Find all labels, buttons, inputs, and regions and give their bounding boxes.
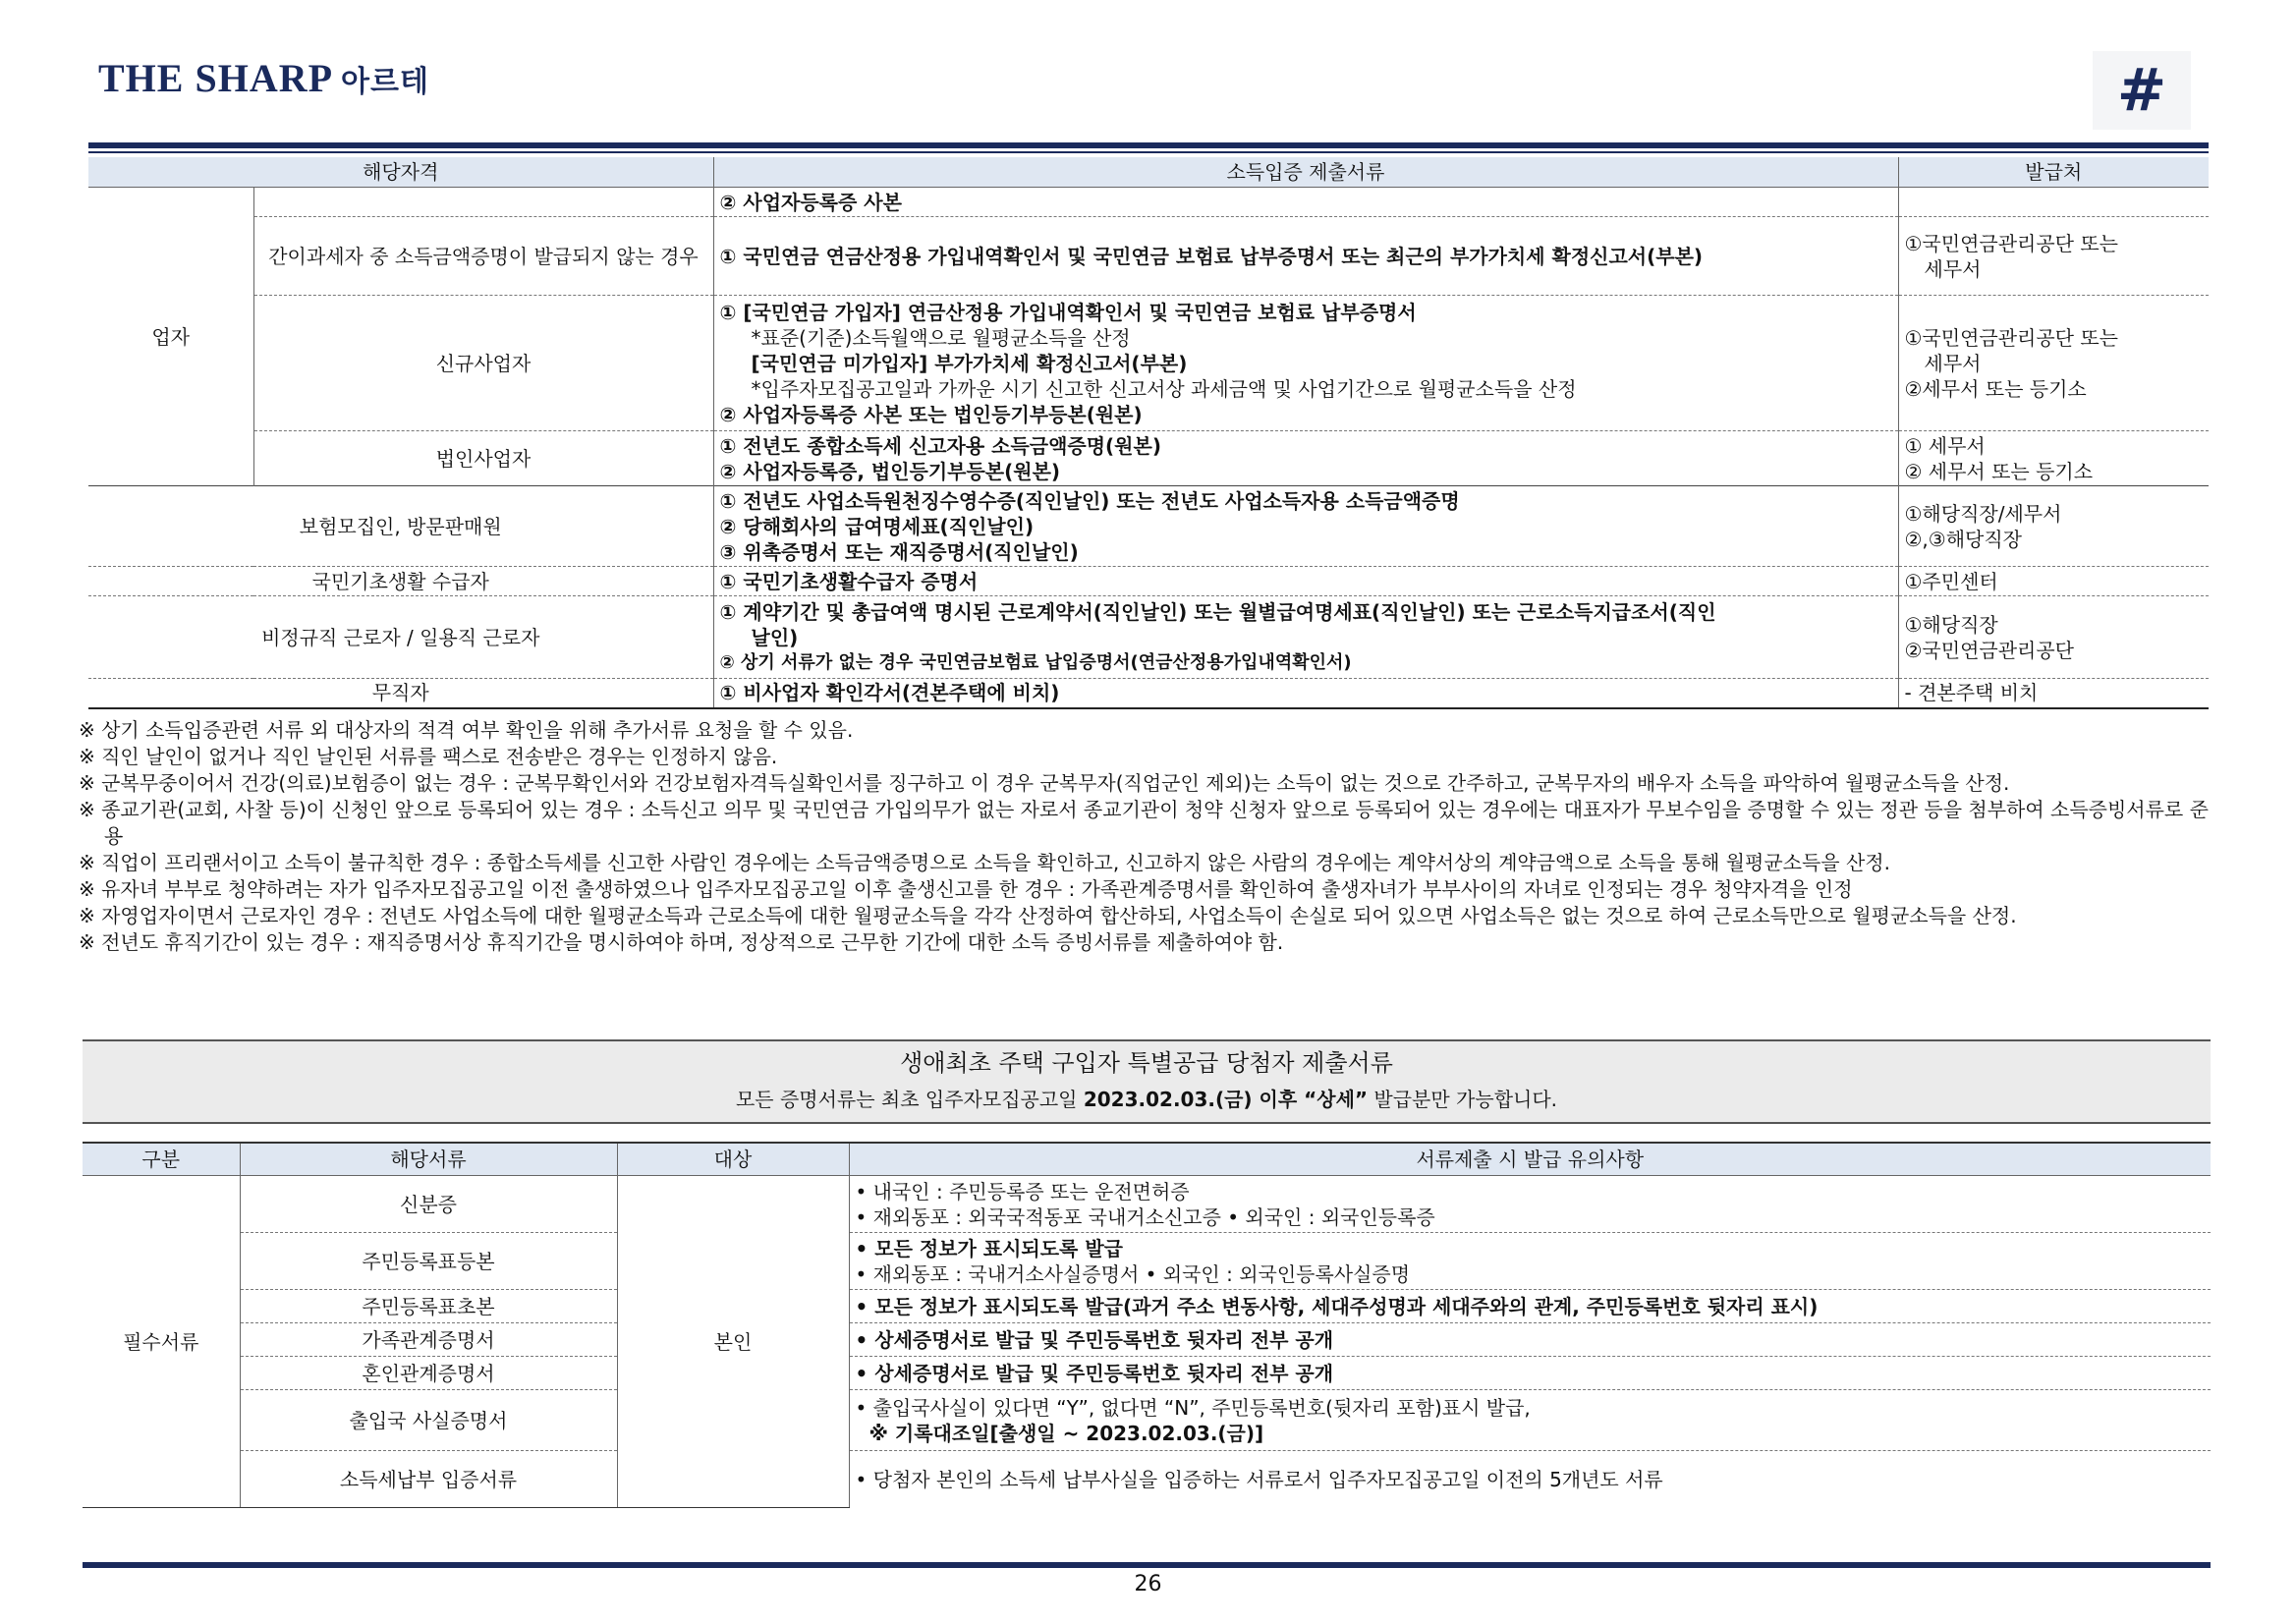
- row-label: [253, 188, 713, 217]
- header-document: 해당서류: [240, 1143, 617, 1176]
- row-label: 비정규직 근로자 / 일용직 근로자: [88, 596, 713, 679]
- doc-notes: • 출입국사실이 있다면 “Y”, 없다면 “N”, 주민등록번호(뒷자리 포함)표시 발급, ※ 기록대조일[출생일 ~ 2023.02.03.(금)]: [849, 1390, 2211, 1451]
- note: ※ 상기 소득입증관련 서류 외 대상자의 적격 여부 확인을 위해 추가서류 요청을 할 수 있음.: [79, 718, 854, 742]
- doc-name: 혼인관계증명서: [240, 1357, 617, 1390]
- section-title-box: [83, 1039, 2211, 1124]
- doc-name: 주민등록표등본: [240, 1233, 617, 1290]
- doc-name: 주민등록표초본: [240, 1290, 617, 1323]
- doc-lines: ① 전년도 종합소득세 신고자용 소득금액증명(원본) ② 사업자등록증, 법인등기부등본(원본): [713, 431, 1898, 486]
- hash-logo-icon: #: [2116, 56, 2167, 125]
- note: ※ 자영업자이면서 근로자인 경우 : 전년도 사업소득에 대한 월평균소득과 근로소득에 대한 월평균소득을 각각 산정하여 합산하되, 사업소득이 손실로 되어 있으면 사업소득은 없는 것으로 하여 근로소득만으로 월평균소득을 산정.: [79, 904, 2017, 927]
- brand-name-kr: 아르테: [341, 65, 429, 99]
- income-proof-table: [88, 157, 2209, 709]
- doc-name: 가족관계증명서: [240, 1323, 617, 1357]
- doc-lines: ① 전년도 사업소득원천징수영수증(직인날인) 또는 전년도 사업소득자용 소득금액증명 ② 당해회사의 급여명세표(직인날인) ③ 위촉증명서 또는 재직증명서(직인날인): [713, 486, 1898, 567]
- note: ※ 직업이 프리랜서이고 소득이 불규칙한 경우 : 종합소득세를 신고한 사람인 경우에는 소득금액증명으로 소득을 확인하고, 신고하지 않은 사람의 경우에는 계약서상의 계약금액으로 소득을 통해 월평균소득을 산정.: [79, 851, 1890, 874]
- doc-line: ① 국민연금 연금산정용 가입내역확인서 및 국민연금 보험료 납부증명서 또는 최근의 부가가치세 확정신고서(부본): [713, 217, 1898, 296]
- issuer: ①해당직장 ②국민연금관리공단: [1898, 596, 2209, 679]
- header-issuer: 발급처: [1898, 157, 2209, 188]
- doc-notes: • 당첨자 본인의 소득세 납부사실을 입증하는 서류로서 입주자모집공고일 이전의 5개년도 서류: [849, 1451, 2211, 1508]
- brand-logo: [98, 55, 429, 101]
- notes-list: [79, 717, 2220, 956]
- section-title: 생애최초 주택 구입자 특별공급 당첨자 제출서류: [900, 1049, 1393, 1077]
- target-label: 본인: [617, 1176, 849, 1508]
- row-label: 무직자: [88, 679, 713, 708]
- header-rule: [88, 142, 2209, 148]
- issuer: ①국민연금관리공단 또는 세무서: [1898, 217, 2209, 296]
- brand-mark: [2093, 51, 2191, 130]
- header-documents: 소득입증 제출서류: [713, 157, 1898, 188]
- doc-name: 신분증: [240, 1176, 617, 1233]
- issuer: ① 세무서 ② 세무서 또는 등기소: [1898, 431, 2209, 486]
- doc-line: ① 국민기초생활수급자 증명서: [713, 567, 1898, 596]
- issuer: ①국민연금관리공단 또는 세무서 ②세무서 또는 등기소: [1898, 296, 2209, 431]
- row-label: 보험모집인, 방문판매원: [88, 486, 713, 567]
- row-label: 간이과세자 중 소득금액증명이 발급되지 않는 경우: [253, 217, 713, 296]
- doc-lines: ① 계약기간 및 총급여액 명시된 근로계약서(직인날인) 또는 월별급여명세표(직인날인) 또는 근로소득지급조서(직인 날인) ② 상기 서류가 없는 경우 국민연금보험료 납입증명서(연금산정용가입내역확인서): [713, 596, 1898, 679]
- doc-line: ② 사업자등록증 사본: [713, 188, 1898, 217]
- doc-notes: • 상세증명서로 발급 및 주민등록번호 뒷자리 전부 공개: [849, 1357, 2211, 1390]
- note: ※ 직인 날인이 없거나 직인 날인된 서류를 팩스로 전송받은 경우는 인정하지 않음.: [79, 745, 778, 768]
- header-notes: 서류제출 시 발급 유의사항: [849, 1143, 2211, 1176]
- row-label: 신규사업자: [253, 296, 713, 431]
- doc-notes: • 모든 정보가 표시되도록 발급 • 재외동포 : 국내거소사실증명서 • 외국인 : 외국인등록사실증명: [849, 1233, 2211, 1290]
- doc-notes: • 모든 정보가 표시되도록 발급(과거 주소 변동사항, 세대주성명과 세대주와의 관계, 주민등록번호 뒷자리 표시): [849, 1290, 2211, 1323]
- header-qualification: 해당자격: [88, 157, 713, 188]
- doc-notes: • 내국인 : 주민등록증 또는 운전면허증 • 재외동포 : 외국국적동포 국내거소신고증 • 외국인 : 외국인등록증: [849, 1176, 2211, 1233]
- note: ※ 전년도 휴직기간이 있는 경우 : 재직증명서상 휴직기간을 명시하여야 하며, 정상적으로 근무한 기간에 대한 소득 증빙서류를 제출하여야 함.: [79, 930, 1284, 954]
- header-rule-thin: [88, 151, 2209, 153]
- brand-name: THE SHARP: [98, 56, 334, 100]
- note: ※ 유자녀 부부로 청약하려는 자가 입주자모집공고일 이전 출생하였으나 입주자모집공고일 이후 출생신고를 한 경우 : 가족관계증명서를 확인하여 출생자녀가 부부사이의 자녀로 인정되는 경우 청약자격을 인정: [79, 877, 1853, 901]
- category-label: 필수서류: [83, 1176, 240, 1508]
- footer-rule: [83, 1562, 2211, 1568]
- issuer: ①해당직장/세무서 ②,③해당직장: [1898, 486, 2209, 567]
- group-label: 업자: [151, 324, 191, 349]
- required-docs-table: [83, 1142, 2211, 1508]
- doc-name: 출입국 사실증명서: [240, 1390, 617, 1451]
- section-subtitle: 모든 증명서류는 최초 입주자모집공고일 2023.02.03.(금) 이후 “상세” 발급분만 가능합니다.: [735, 1088, 1558, 1111]
- doc-lines: ① [국민연금 가입자] 연금산정용 가입내역확인서 및 국민연금 보험료 납부증명서 *표준(기준)소득월액으로 월평균소득을 산정 [국민연금 미가입자] 부가가치세 확정신고서(부본) *입주자모집공고일과 가까운 시기 신고한 신고서상 과세금액 및 사업기간으로 월평균소득을 산정 ② 사업자등록증 사본 또는 법인등기부등본(원본): [713, 296, 1898, 431]
- header-category: 구분: [83, 1143, 240, 1176]
- doc-notes: • 상세증명서로 발급 및 주민등록번호 뒷자리 전부 공개: [849, 1323, 2211, 1357]
- doc-line: ① 비사업자 확인각서(견본주택에 비치): [713, 679, 1898, 708]
- issuer: - 견본주택 비치: [1898, 679, 2209, 708]
- page-number: 26: [1134, 1572, 1162, 1596]
- header-target: 대상: [617, 1143, 849, 1176]
- issuer: [1898, 188, 2209, 217]
- issuer: ①주민센터: [1898, 567, 2209, 596]
- note: ※ 종교기관(교회, 사찰 등)이 신청인 앞으로 등록되어 있는 경우 : 소득신고 의무 및 국민연금 가입의무가 없는 자로서 종교기관이 청약 신청자 앞으로 등록되어 있는 경우에는 대표자가 무보수임을 증명할 수 있는 정관 등을 첨부하여 소득증빙서류로 준용: [79, 798, 2209, 848]
- row-label: 법인사업자: [253, 431, 713, 486]
- doc-name: 소득세납부 입증서류: [240, 1451, 617, 1508]
- row-label: 국민기초생활 수급자: [88, 567, 713, 596]
- note: ※ 군복무중이어서 건강(의료)보험증이 없는 경우 : 군복무확인서와 건강보험자격득실확인서를 징구하고 이 경우 군복무자(직업군인 제외)는 소득이 없는 것으로 간주하고, 군복무자의 배우자 소득을 파악하여 월평균소득을 산정.: [79, 771, 2010, 795]
